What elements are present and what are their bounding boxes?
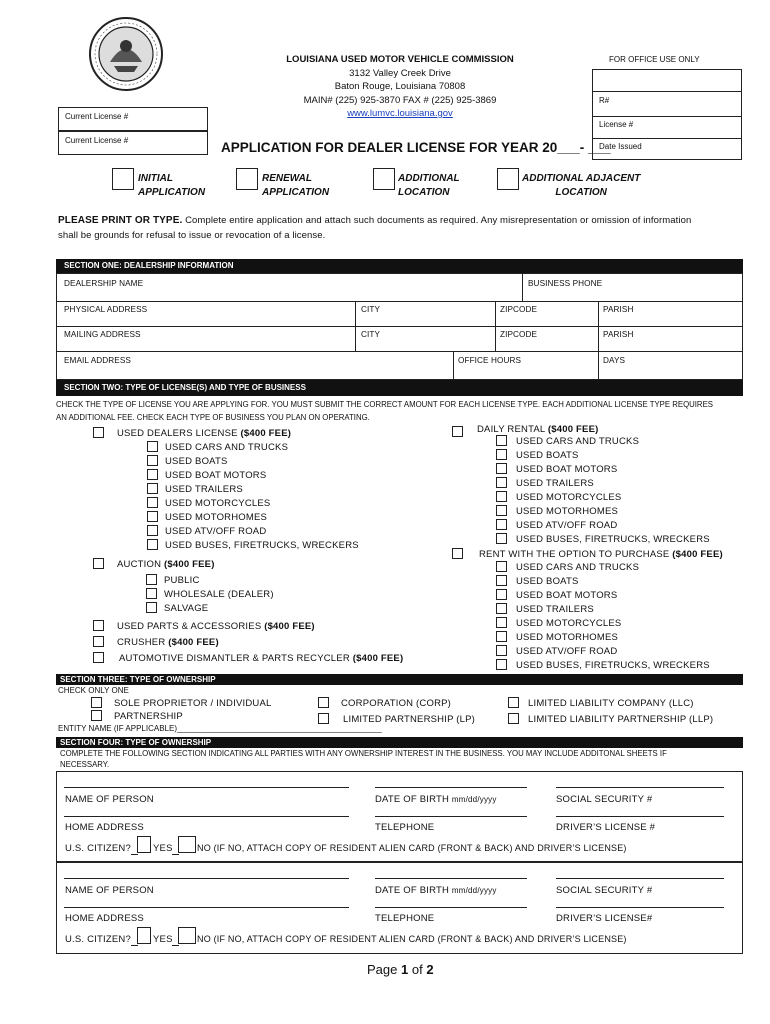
auction-item-checkbox[interactable] bbox=[146, 574, 157, 585]
zip-label-2: ZIPCODE bbox=[500, 330, 538, 339]
rent-purchase-item-checkbox[interactable] bbox=[496, 617, 507, 628]
rent-purchase-item-label: USED ATV/OFF ROAD bbox=[516, 646, 618, 657]
office-r-label: R# bbox=[599, 96, 610, 105]
office-use-title: FOR OFFICE USE ONLY bbox=[609, 55, 700, 64]
daily-rental-label: DAILY RENTAL ($400 FEE) bbox=[477, 424, 599, 435]
dismantler-checkbox[interactable] bbox=[93, 652, 104, 663]
daily-rental-item-checkbox[interactable] bbox=[496, 449, 507, 460]
used-dealers-label: USED DEALERS LICENSE ($400 FEE) bbox=[117, 428, 292, 439]
rent-purchase-item-label: USED CARS AND TRUCKS bbox=[516, 562, 640, 573]
rent-purchase-item-checkbox[interactable] bbox=[496, 603, 507, 614]
limited-partnership-checkbox[interactable] bbox=[318, 713, 329, 724]
daily-rental-item-label: USED CARS AND TRUCKS bbox=[516, 436, 640, 447]
underline bbox=[375, 816, 527, 817]
used-dealer-item-checkbox[interactable] bbox=[147, 497, 158, 508]
underline bbox=[556, 878, 724, 879]
section-two-header: SECTION TWO: TYPE OF LICENSE(S) AND TYPE OF BUSINESS bbox=[56, 380, 743, 396]
used-parts-checkbox[interactable] bbox=[93, 620, 104, 631]
underline bbox=[64, 878, 349, 879]
telephone-label: TELEPHONE bbox=[375, 822, 435, 833]
used-dealer-item-label: USED ATV/OFF ROAD bbox=[165, 526, 267, 537]
additional-location-label: ADDITIONAL LOCATION bbox=[398, 173, 460, 198]
used-parts-label: USED PARTS & ACCESSORIES ($400 FEE) bbox=[117, 621, 315, 632]
rent-purchase-item-checkbox[interactable] bbox=[496, 589, 507, 600]
parish-label-2: PARISH bbox=[603, 330, 634, 339]
crusher-checkbox[interactable] bbox=[93, 636, 104, 647]
days-label: DAYS bbox=[603, 356, 626, 365]
underline bbox=[131, 854, 138, 855]
date-of-birth-label: DATE OF BIRTH mm/dd/yyyy bbox=[375, 794, 497, 805]
underline bbox=[64, 816, 349, 817]
dealership-name-label: DEALERSHIP NAME bbox=[64, 279, 144, 288]
rent-purchase-item-label: USED MOTORCYCLES bbox=[516, 618, 622, 629]
rent-purchase-item-label: USED TRAILERS bbox=[516, 604, 594, 615]
office-hours-label: OFFICE HOURS bbox=[458, 356, 522, 365]
used-dealer-item-label: USED MOTORHOMES bbox=[165, 512, 268, 523]
header-block bbox=[235, 53, 565, 121]
current-license-box-2[interactable] bbox=[58, 131, 208, 155]
llc-label: LIMITED LIABILITY COMPANY (LLC) bbox=[528, 698, 694, 709]
drivers-license-label: DRIVER’S LICENSE# bbox=[556, 913, 653, 924]
home-address-label: HOME ADDRESS bbox=[65, 913, 144, 924]
office-license-label: License # bbox=[599, 120, 634, 129]
adjacent-location-label: ADDITIONAL ADJACENT LOCATION bbox=[522, 173, 641, 198]
section-one-header: SECTION ONE: DEALERSHIP INFORMATION bbox=[56, 259, 743, 273]
daily-rental-item-label: USED BOATS bbox=[516, 450, 579, 461]
city-label-2: CITY bbox=[361, 330, 381, 339]
daily-rental-item-checkbox[interactable] bbox=[496, 477, 507, 488]
form-title: APPLICATION FOR DEALER LICENSE FOR YEAR 20___- ___ bbox=[221, 140, 611, 155]
used-dealer-item-checkbox[interactable] bbox=[147, 469, 158, 480]
auction-checkbox[interactable] bbox=[93, 558, 104, 569]
rent-purchase-item-label: USED BUSES, FIRETRUCKS, WRECKERS bbox=[516, 660, 710, 671]
underline bbox=[172, 945, 179, 946]
daily-rental-item-label: USED ATV/OFF ROAD bbox=[516, 520, 618, 531]
ssn-label: SOCIAL SECURITY # bbox=[556, 885, 653, 896]
underline bbox=[375, 787, 527, 788]
partnership-label: PARTNERSHIP bbox=[114, 711, 183, 722]
renewal-application-label: RENEWAL APPLICATION bbox=[262, 173, 330, 198]
daily-rental-item-label: USED BOAT MOTORS bbox=[516, 464, 618, 475]
street-address: 3132 Valley Creek Drive bbox=[349, 67, 451, 79]
underline bbox=[556, 907, 724, 908]
used-dealer-item-label: USED CARS AND TRUCKS bbox=[165, 442, 289, 453]
dealership-info-table bbox=[56, 273, 743, 380]
entity-name-field[interactable]: ENTITY NAME (IF APPLICABLE)______________________________________________ bbox=[58, 724, 382, 733]
used-dealer-item-checkbox[interactable] bbox=[147, 539, 158, 550]
underline bbox=[375, 907, 527, 908]
city-state: Baton Rouge, Louisiana 70808 bbox=[334, 81, 466, 92]
rent-purchase-label: RENT WITH THE OPTION TO PURCHASE ($400 FEE) bbox=[479, 549, 723, 560]
underline bbox=[64, 907, 349, 908]
auction-item-checkbox[interactable] bbox=[146, 588, 157, 599]
used-dealer-item-label: USED TRAILERS bbox=[165, 484, 243, 495]
citizen-no-checkbox[interactable] bbox=[178, 927, 196, 944]
phone-fax: MAIN# (225) 925-3870 FAX # (225) 925-3869 bbox=[303, 94, 497, 106]
rent-purchase-item-checkbox[interactable] bbox=[496, 659, 507, 670]
daily-rental-item-label: USED MOTORHOMES bbox=[516, 506, 619, 517]
auction-item-checkbox[interactable] bbox=[146, 602, 157, 613]
corporation-checkbox[interactable] bbox=[318, 697, 329, 708]
section-four-header: SECTION FOUR: TYPE OF OWNERSHIP bbox=[56, 737, 743, 748]
renewal-application-checkbox[interactable] bbox=[236, 168, 258, 190]
telephone-label: TELEPHONE bbox=[375, 913, 435, 924]
section-three-header: SECTION THREE: TYPE OF OWNERSHIP bbox=[56, 674, 743, 685]
daily-rental-item-checkbox[interactable] bbox=[496, 463, 507, 474]
rent-purchase-item-checkbox[interactable] bbox=[496, 561, 507, 572]
used-dealer-item-checkbox[interactable] bbox=[147, 455, 158, 466]
daily-rental-item-label: USED BUSES, FIRETRUCKS, WRECKERS bbox=[516, 534, 710, 545]
us-citizen-label: U.S. CITIZEN? bbox=[65, 843, 131, 854]
state-seal bbox=[88, 16, 164, 92]
section-four-instructions: COMPLETE THE FOLLOWING SECTION INDICATING ALL PARTIES WITH ANY OWNERSHIP INTEREST IN THE BUSINESS. YOU MAY INCLUDE ADDITONAL SHEETS IF NECESSARY. bbox=[60, 749, 667, 769]
daily-rental-item-label: USED MOTORCYCLES bbox=[516, 492, 622, 503]
underline bbox=[556, 787, 724, 788]
business-phone-label: BUSINESS PHONE bbox=[528, 279, 603, 288]
rent-purchase-item-label: USED BOAT MOTORS bbox=[516, 590, 618, 601]
daily-rental-item-checkbox[interactable] bbox=[496, 435, 507, 446]
rent-purchase-item-label: USED BOATS bbox=[516, 576, 579, 587]
used-dealer-item-checkbox[interactable] bbox=[147, 441, 158, 452]
underline bbox=[556, 816, 724, 817]
llp-checkbox[interactable] bbox=[508, 713, 519, 724]
current-license-label: Current License # bbox=[65, 112, 129, 121]
used-dealer-item-checkbox[interactable] bbox=[147, 483, 158, 494]
name-of-person-label: NAME OF PERSON bbox=[65, 794, 154, 805]
underline bbox=[172, 854, 179, 855]
auction-item-label: PUBLIC bbox=[164, 575, 200, 586]
citizen-no-label: NO (IF NO, ATTACH COPY OF RESIDENT ALIEN CARD (FRONT & BACK) AND DRIVER’S LICENSE) bbox=[197, 843, 627, 853]
section-two-instructions: CHECK THE TYPE OF LICENSE YOU ARE APPLYING FOR. YOU MUST SUBMIT THE CORRECT AMOUNT FOR EACH LICENSE TYPE. EACH ADDITIONAL LICENSE TYPE REQUIRES AN ADDITIONAL FEE. CHECK EACH TYPE OF BUSINESS YOU PLAN ON OPERATING. bbox=[56, 400, 713, 422]
rent-purchase-item-checkbox[interactable] bbox=[496, 575, 507, 586]
dismantler-label: AUTOMOTIVE DISMANTLER & PARTS RECYCLER ($400 FEE) bbox=[119, 653, 404, 664]
daily-rental-item-checkbox[interactable] bbox=[496, 505, 507, 516]
auction-label: AUCTION ($400 FEE) bbox=[117, 559, 215, 570]
used-dealer-item-checkbox[interactable] bbox=[147, 511, 158, 522]
home-address-label: HOME ADDRESS bbox=[65, 822, 144, 833]
office-use-box bbox=[592, 69, 742, 160]
corporation-label: CORPORATION (CORP) bbox=[341, 698, 452, 709]
daily-rental-item-checkbox[interactable] bbox=[496, 519, 507, 530]
used-dealer-item-label: USED BOATS bbox=[165, 456, 228, 467]
ssn-label: SOCIAL SECURITY # bbox=[556, 794, 653, 805]
citizen-yes-label: YES bbox=[153, 843, 173, 854]
daily-rental-item-checkbox[interactable] bbox=[496, 533, 507, 544]
auction-item-label: SALVAGE bbox=[164, 603, 209, 614]
underline bbox=[64, 787, 349, 788]
llc-checkbox[interactable] bbox=[508, 697, 519, 708]
rent-purchase-item-checkbox[interactable] bbox=[496, 645, 507, 656]
city-label-1: CITY bbox=[361, 305, 381, 314]
used-dealer-item-label: USED MOTORCYCLES bbox=[165, 498, 271, 509]
website-link[interactable]: www.lumvc.louisiana.gov bbox=[347, 108, 453, 119]
check-only-one: CHECK ONLY ONE bbox=[58, 686, 129, 695]
underline bbox=[375, 878, 527, 879]
drivers-license-label: DRIVER’S LICENSE # bbox=[556, 822, 656, 833]
sole-proprietor-label: SOLE PROPRIETOR / INDIVIDUAL bbox=[114, 698, 272, 709]
mailing-address-label: MAILING ADDRESS bbox=[64, 330, 141, 339]
physical-address-label: PHYSICAL ADDRESS bbox=[64, 305, 148, 314]
rent-purchase-item-label: USED MOTORHOMES bbox=[516, 632, 619, 643]
used-dealer-item-checkbox[interactable] bbox=[147, 525, 158, 536]
initial-application-label: INITIAL APPLICATION bbox=[138, 173, 206, 198]
crusher-label: CRUSHER ($400 FEE) bbox=[117, 637, 219, 648]
partnership-checkbox[interactable] bbox=[91, 710, 102, 721]
additional-location-checkbox[interactable] bbox=[373, 168, 395, 190]
daily-rental-item-label: USED TRAILERS bbox=[516, 478, 594, 489]
email-label: EMAIL ADDRESS bbox=[64, 356, 131, 365]
citizen-yes-checkbox[interactable] bbox=[137, 836, 151, 853]
parish-label-1: PARISH bbox=[603, 305, 634, 314]
citizen-no-checkbox[interactable] bbox=[178, 836, 196, 853]
rent-purchase-checkbox[interactable] bbox=[452, 548, 463, 559]
page-footer: Page 1 of 2 bbox=[367, 962, 434, 977]
org-name: LOUISIANA USED MOTOR VEHICLE COMMISSION bbox=[286, 54, 514, 65]
citizen-no-label: NO (IF NO, ATTACH COPY OF RESIDENT ALIEN CARD (FRONT & BACK) AND DRIVER’S LICENSE) bbox=[197, 934, 627, 944]
llp-label: LIMITED LIABILITY PARTNERSHIP (LLP) bbox=[528, 714, 714, 725]
daily-rental-item-checkbox[interactable] bbox=[496, 491, 507, 502]
used-dealer-item-label: USED BUSES, FIRETRUCKS, WRECKERS bbox=[165, 540, 359, 551]
used-dealer-item-label: USED BOAT MOTORS bbox=[165, 470, 267, 481]
zip-label-1: ZIPCODE bbox=[500, 305, 538, 314]
initial-application-checkbox[interactable] bbox=[112, 168, 134, 190]
us-citizen-label: U.S. CITIZEN? bbox=[65, 934, 131, 945]
used-dealers-checkbox[interactable] bbox=[93, 427, 104, 438]
date-of-birth-label: DATE OF BIRTH mm/dd/yyyy bbox=[375, 885, 497, 896]
citizen-yes-checkbox[interactable] bbox=[137, 927, 151, 944]
daily-rental-checkbox[interactable] bbox=[452, 426, 463, 437]
underline bbox=[131, 945, 138, 946]
adjacent-location-checkbox[interactable] bbox=[497, 168, 519, 190]
office-date-label: Date Issued bbox=[599, 142, 642, 151]
limited-partnership-label: LIMITED PARTNERSHIP (LP) bbox=[343, 714, 476, 725]
name-of-person-label: NAME OF PERSON bbox=[65, 885, 154, 896]
auction-item-label: WHOLESALE (DEALER) bbox=[164, 589, 274, 600]
instructions: PLEASE PRINT OR TYPE. Complete entire application and attach such documents as required. Any misrepresentation or omission of information shall be grounds for refusal to issue or revocation of a license. bbox=[58, 215, 692, 241]
sole-proprietor-checkbox[interactable] bbox=[91, 697, 102, 708]
current-license-box-1[interactable] bbox=[58, 107, 208, 131]
citizen-yes-label: YES bbox=[153, 934, 173, 945]
current-license-label: Current License # bbox=[65, 136, 129, 145]
rent-purchase-item-checkbox[interactable] bbox=[496, 631, 507, 642]
